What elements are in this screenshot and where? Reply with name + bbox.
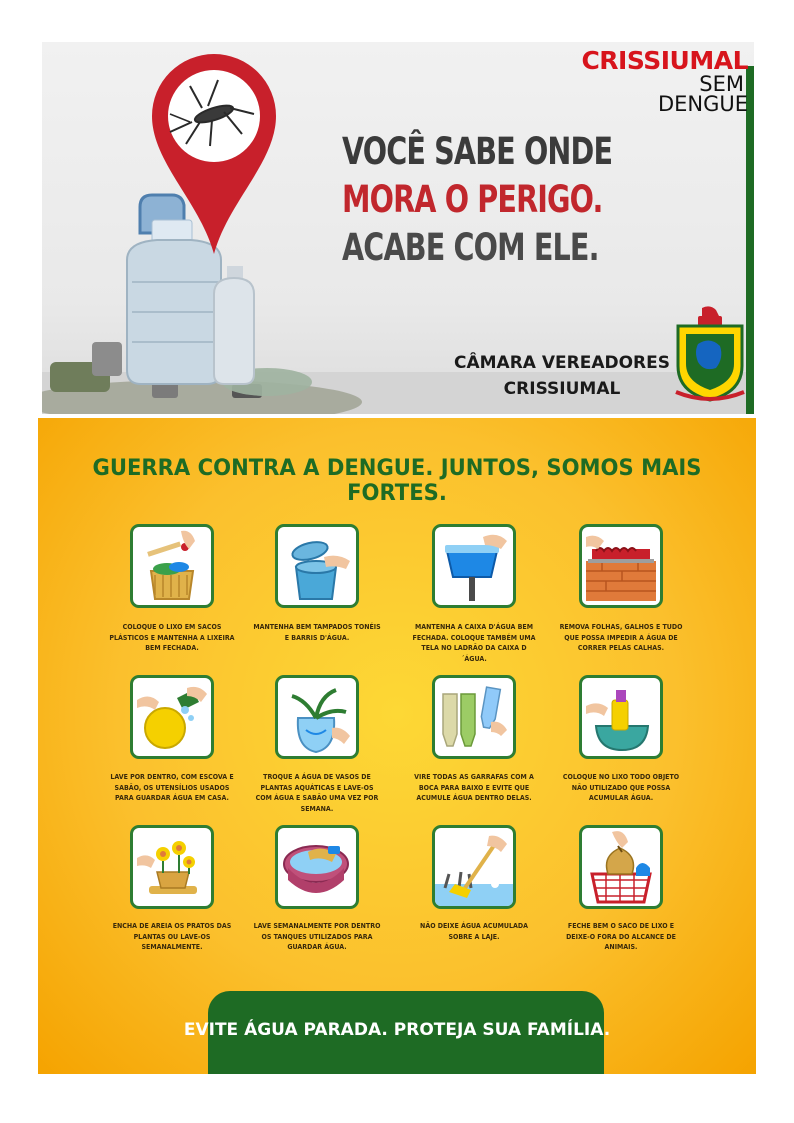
council-name-line-1: CÂMARA VEREADORES	[453, 353, 670, 373]
footer-slogan: EVITE ÁGUA PARADA. PROTEJA SUA FAMÍLIA.	[183, 1020, 611, 1040]
tip-caption-9: ENCHA DE AREIA OS PRATOS DAS PLANTAS OU LAVE-OS SEMANALMENTE.	[112, 922, 232, 951]
roof-gutter-icon	[579, 524, 663, 608]
brand-dengue: DENGUE	[657, 92, 748, 116]
headline-line-1: VOCÊ SABE ONDE	[342, 130, 613, 173]
plastic-bottle-illustration	[214, 266, 254, 384]
covered-barrel-icon	[275, 524, 359, 608]
trash-disposal-icon	[579, 675, 663, 759]
tip-caption-3: MANTENHA A CAIXA D'ÁGUA BEM FECHADA. COLOQUE TAMBÉM UMA TELA NO LADRÃO DA CAIXA D´ÁGUA.	[412, 623, 536, 663]
tip-caption-7: VIRE TODAS AS GARRAFAS COM A BOCA PARA BAIXO E EVITE QUE ACUMULE ÁGUA DENTRO DELAS.	[414, 773, 534, 802]
poster-title: GUERRA CONTRA A DENGUE. JUNTOS, SOMOS MAIS FORTES.	[92, 456, 702, 506]
tip-caption-8: COLOQUE NO LIXO TODO OBJETO NÃO UTILIZADO QUE POSSA ACUMULAR ÁGUA.	[562, 773, 680, 802]
municipal-crest-icon	[672, 304, 748, 404]
tied-trash-bag-icon	[579, 825, 663, 909]
brand-sem: SEM	[699, 72, 744, 96]
brand-crissiumal: CRISSIUMAL	[581, 46, 748, 75]
washing-tank-icon	[275, 825, 359, 909]
tip-caption-2: MANTENHA BEM TAMPADOS TONÉIS E BARRIS D'ÁGUA.	[253, 623, 381, 642]
brush-container-icon	[130, 675, 214, 759]
bottles-upside-down-icon	[432, 675, 516, 759]
trash-bin-icon	[130, 524, 214, 608]
tip-caption-4: REMOVA FOLHAS, GALHOS E TUDO QUE POSSA IMPEDIR A ÁGUA DE CORRER PELAS CALHAS.	[559, 623, 683, 652]
plant-vase-icon	[275, 675, 359, 759]
broom-slab-icon	[432, 825, 516, 909]
tip-caption-6: TROQUE A ÁGUA DE VASOS DE PLANTAS AQUÁTICAS E LAVE-OS COM ÁGUA E SABÃO UMA VEZ POR SEMANA.	[255, 773, 379, 813]
flower-pot-sand-icon	[130, 825, 214, 909]
headline-line-3: ACABE COM ELE.	[342, 226, 599, 269]
tip-caption-1: COLOQUE O LIXO EM SACOS PLÁSTICOS E MANTENHA A LIXEIRA BEM FECHADA.	[109, 623, 235, 652]
tip-caption-12: FECHE BEM O SACO DE LIXO E DEIXE-O FORA DO ALCANCE DE ANIMAIS.	[566, 922, 676, 951]
water-tank-icon	[432, 524, 516, 608]
headline-line-2: MORA O PERIGO.	[342, 178, 603, 221]
tip-caption-5: LAVE POR DENTRO, COM ESCOVA E SABÃO, OS UTENSÍLIOS USADOS PARA GUARDAR ÁGUA EM CASA.	[110, 773, 234, 802]
tip-caption-11: NÃO DEIXE ÁGUA ACUMULADA SOBRE A LAJE.	[420, 922, 528, 941]
tip-caption-10: LAVE SEMANALMENTE POR DENTRO OS TANQUES UTILIZADOS PARA GUARDAR ÁGUA.	[253, 922, 381, 951]
campaign-banner	[42, 42, 754, 414]
dengue-prevention-poster	[38, 418, 756, 1074]
council-name-line-2: CRISSIUMAL	[503, 379, 621, 399]
